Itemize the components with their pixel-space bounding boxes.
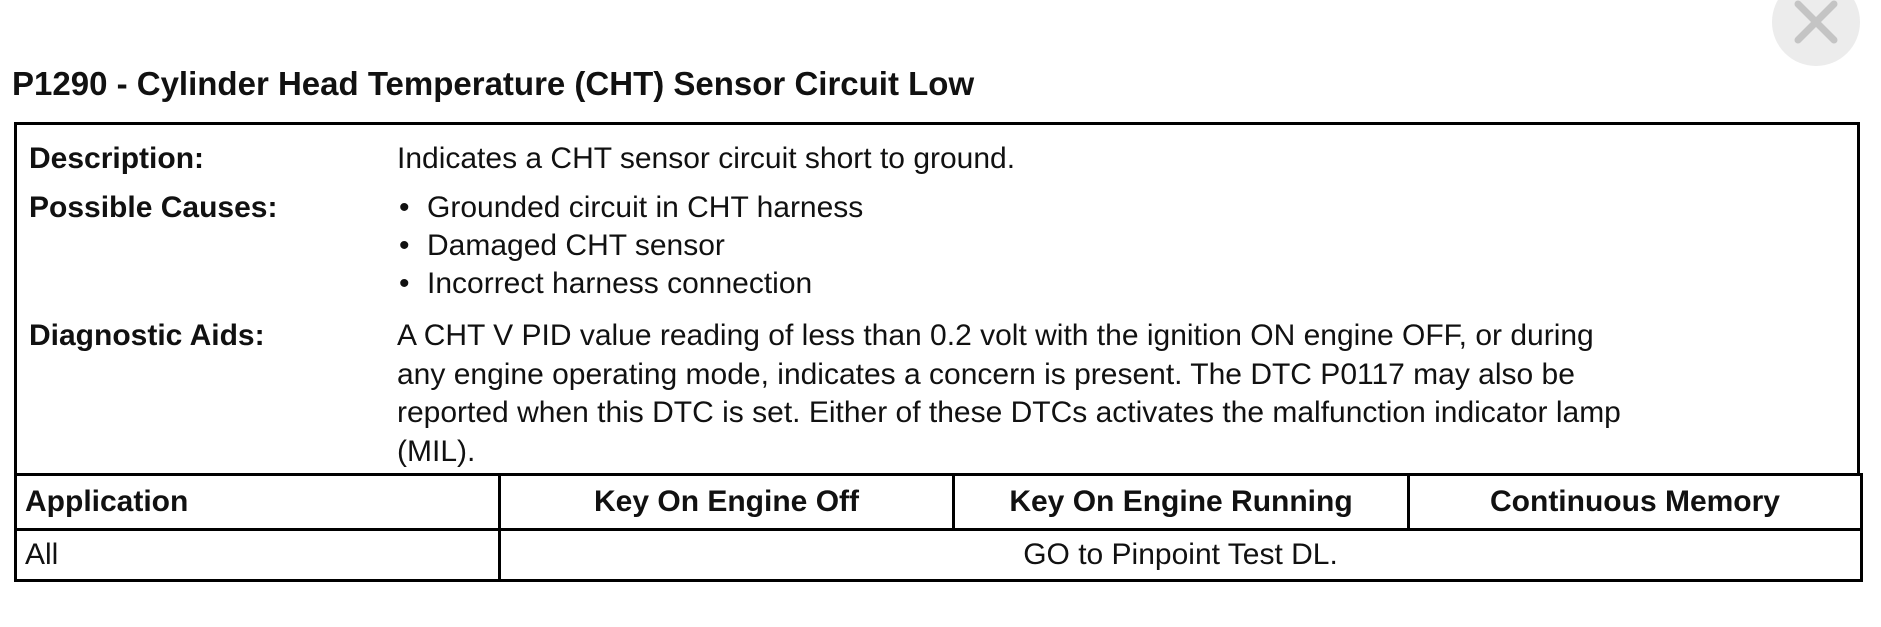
text-line: any engine operating mode, indicates a concern is present. The DTC P0117 may also be (397, 357, 1575, 391)
column-header-koeo: Key On Engine Off (500, 475, 954, 530)
diagnostic-aids-label: Diagnostic Aids: (29, 319, 265, 352)
description-text: Indicates a CHT sensor circuit short to ground. (397, 142, 1016, 175)
text-line: (MIL). (397, 434, 476, 468)
column-header-continuous-memory: Continuous Memory (1409, 475, 1862, 530)
page-title: P1290 - Cylinder Head Temperature (CHT) Sensor Circuit Low (12, 65, 975, 102)
close-icon (1794, 0, 1838, 44)
possible-causes-label: Possible Causes: (29, 191, 278, 224)
list-item: • Damaged CHT sensor (397, 227, 863, 265)
diagnostic-aids-text (397, 317, 1621, 471)
result-cell: GO to Pinpoint Test DL. (500, 530, 1862, 581)
table-header-row (16, 475, 1862, 530)
application-table (14, 473, 1863, 582)
text-line: reported when this DTC is set. Either of these DTCs activates the malfunction indicator lamp (397, 396, 1621, 429)
table-row (16, 530, 1862, 581)
list-item: • Grounded circuit in CHT harness (397, 189, 863, 227)
possible-causes-list (397, 189, 863, 303)
description-label: Description: (29, 142, 205, 175)
column-header-koer: Key On Engine Running (954, 475, 1409, 530)
text-line: A CHT V PID value reading of less than 0.2 volt with the ignition ON engine OFF, or during (397, 319, 1594, 352)
application-cell: All (16, 530, 500, 581)
list-item: • Incorrect harness connection (397, 265, 863, 303)
close-button[interactable] (1772, 0, 1860, 66)
info-box (14, 122, 1860, 473)
column-header-application: Application (16, 475, 500, 530)
